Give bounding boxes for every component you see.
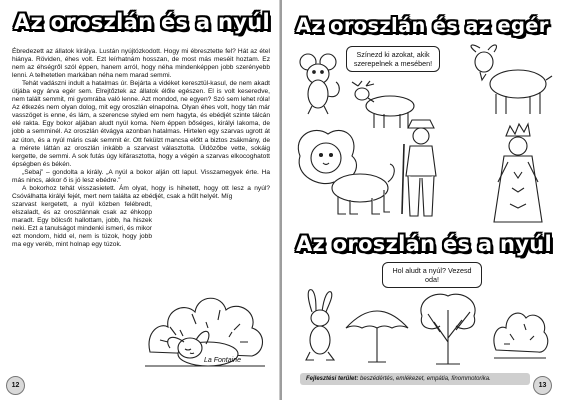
story-narrow-text: szarvast kergetett, a nyúl közben felébredt, elszaladt, és az oroszlánnak csak az éhkopp maradt. Egy bölcsőt hallottam, jobb, ha hiszek neki. Ezt a tanulságot mindenki ismeri, és mikor ezt mondom, hidd el, nem is túzok, hogy jobb ma egy veréb, mint holnap egy túzok. — [12, 200, 152, 249]
instruction-bubble-top: Színezd ki azokat, akik szerepelnek a mesében! — [346, 46, 440, 72]
page-number-left: 12 — [6, 376, 25, 395]
story-paragraph-3: „Sebaj” – gondolta a király. „A nyúl a bokor alján ott lapul. Visszamegyek érte. Ha más nincs, akkor ő is jó lesz ebédre.” — [12, 168, 270, 184]
story-text — [12, 48, 270, 249]
hunter-illustration — [400, 114, 442, 226]
story-paragraph-4: A bokorhoz tehát visszasietett. Ám olyat, hogy is hihetett, hogy ott lesz a nyúl? Csóválhatta királyi fejét, mert nem találta az ebédjét, csak a hűlt helyét. Míg — [12, 184, 270, 200]
king-illustration — [484, 122, 554, 226]
right-page-title-bottom: Az oroszlán és a nyúl — [296, 232, 552, 256]
lion-illustration — [290, 126, 396, 222]
tree-illustration — [416, 292, 480, 366]
footer-development-areas — [300, 373, 530, 385]
story-paragraph-1: Ébredezett az állatok királya. Lustán nyújtózkodott. Hogy mi ébresztette fel? Hát az étel hiánya. Röviden, éhes volt. Ezt leírhatnám hosszan, de most más meséit hoztam. Ez nem az éhségről szól éppen, hanem arról, hogy néha mindenképpen jobb szerényebb lenni. A telhetetlen markában néha nem marad semmi. — [12, 48, 270, 80]
footer-label: Fejlesztési terület: — [306, 376, 359, 382]
left-page — [0, 0, 280, 400]
hare-illustration — [298, 288, 344, 364]
goat-illustration — [466, 44, 554, 120]
footer-text: beszédértés, emlékezet, empátia, finommotorika. — [360, 376, 491, 382]
right-page — [282, 0, 562, 400]
mouse-illustration — [294, 48, 346, 118]
umbrella-illustration — [342, 304, 412, 366]
page-number-right: 13 — [533, 376, 552, 395]
left-page-title: Az oroszlán és a nyúl — [14, 10, 270, 34]
story-paragraph-2: Tehát vadászni indult a hatalmas úr. Bejárta a vidéket keresztül-kasul, de nem akadt útjába egy árva egér sem. Elrejtőztek az állatok élőle egészen. El is volt keseredve, nem talált semmit, mi gyomrába való lenne. Azt mondod, ne egyen? Szó sem lehet róla! Az étkezés nem olyan dolog, mit egy oroszlán elnapolna. Olyan éhes volt, hogy tán már vasszöget is enne, és lám, a szerencse styled em nem hagyta, és ebédjét szinte tálcán elé rakta. Egy bokor aljában aludt nyúl koma. Nem éppen bőséges, királyi lakoma, de jobb a semminél. Az oroszlán étvágya azonban hatalmas. Hirtelen egy szarvas ugrott át az úton, és a nyúl máris csak semmit ér. Ott fekülzt mancsa előtt a biztos zsákmány, de a mérete láttán az oroszlán inkább a szarvast választotta. Üldözőbe vette, sokáig kergette, de semmi. A sok futás úgy kifárasztotta, hogy a végén a szarvas elkocoghatott épségben és békén. — [12, 80, 270, 168]
author-name: La Fontaine — [204, 357, 241, 364]
bush-illustration — [490, 300, 550, 362]
instruction-bubble-bottom: Hol aludt a nyúl? Vezesd oda! — [382, 262, 482, 288]
right-page-title-top: Az oroszlán és az egér — [296, 14, 549, 37]
